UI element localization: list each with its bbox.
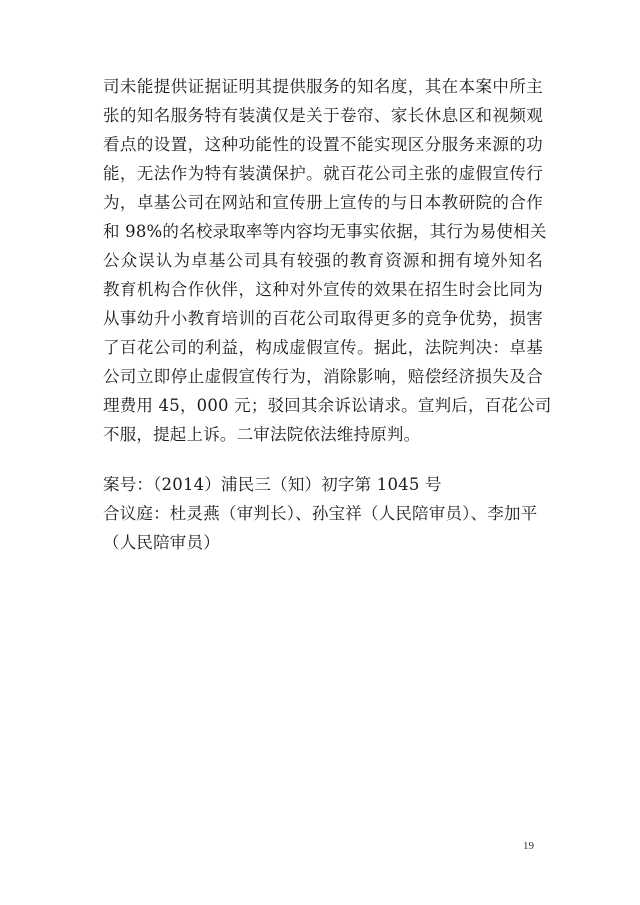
paragraph-line: 不服，提起上诉。二审法院依法维持原判。 <box>103 425 421 444</box>
paragraph-line: 司未能提供证据证明其提供服务的知名度，其在本案中所主 <box>103 77 543 96</box>
paragraph-line: 了百花公司的利益，构成虚假宣传。据此，法院判决：卓基 <box>103 338 543 357</box>
collegial-panel: 合议庭：杜灵燕（审判长）、孙宝祥（人民陪审员）、李加平 <box>103 504 538 523</box>
paragraph-line: 教育机构合作伙伴，这种对外宣传的效果在招生时会比同为 <box>103 280 543 299</box>
paragraph-line: 看点的设置，这种功能性的设置不能实现区分服务来源的功 <box>103 135 543 154</box>
case-number: 案号：（2014）浦民三（知）初字第 1045 号 <box>103 475 442 494</box>
collegial-panel-continued: （人民陪审员） <box>103 533 220 552</box>
case-info-block <box>103 470 543 557</box>
paragraph-line: 为，卓基公司在网站和宣传册上宣传的与日本教研院的合作 <box>103 193 543 212</box>
judgment-paragraph <box>103 72 552 449</box>
paragraph-line: 公司立即停止虚假宣传行为，消除影响，赔偿经济损失及合 <box>103 367 543 386</box>
paragraph-line: 和 98%的名校录取率等内容均无事实依据，其行为易使相关 <box>103 222 547 241</box>
paragraph-line: 公众误认为卓基公司具有较强的教育资源和拥有境外知名 <box>103 251 543 270</box>
page-number: 19 <box>523 840 534 852</box>
paragraph-line: 理费用 45，000 元；驳回其余诉讼请求。宣判后，百花公司 <box>103 396 552 415</box>
paragraph-line: 从事幼升小教育培训的百花公司取得更多的竞争优势，损害 <box>103 309 543 328</box>
paragraph-line: 能，无法作为特有装潢保护。就百花公司主张的虚假宣传行 <box>103 164 543 183</box>
paragraph-line: 张的知名服务特有装潢仅是关于卷帘、家长休息区和视频观 <box>103 106 543 125</box>
